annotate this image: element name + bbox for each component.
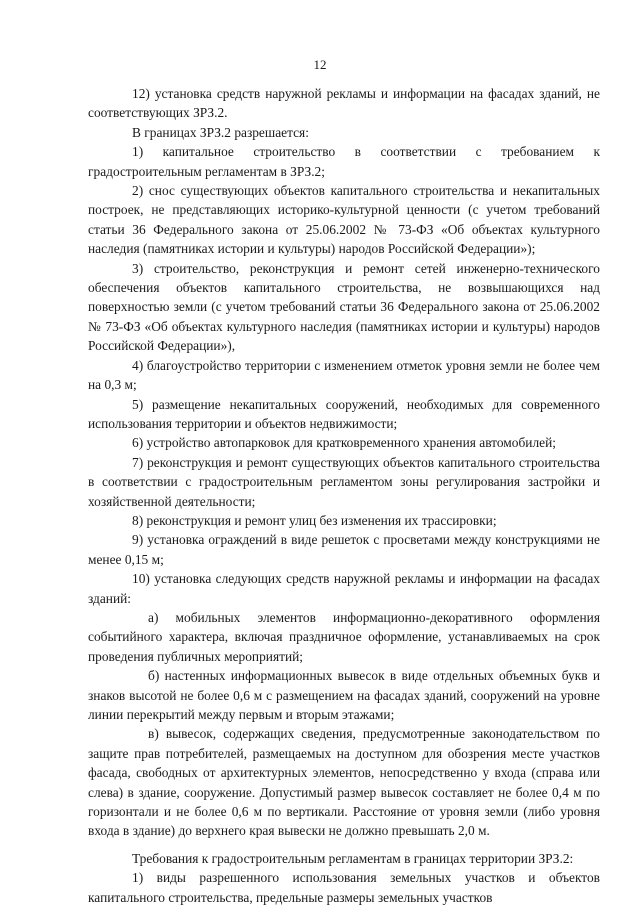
paragraph: 2) снос существующих объектов капитального строительства и некапитальных построек, не представляющих историко-культурной ценности (с учетом требований статьи 36 Федерального закона от 25.06.2002 № 73-ФЗ «Об объектах культурного наследия (памятниках истории и культуры) народов Российской Федерации»);	[88, 183, 600, 257]
document-body	[88, 84, 600, 907]
page-number: 12	[313, 57, 327, 72]
paragraph: 1) капитальное строительство в соответствии с требованием к градостроительным регламентам в ЗРЗ.2;	[88, 144, 600, 179]
paragraph: 8) реконструкция и ремонт улиц без изменения их трассировки;	[132, 512, 497, 528]
paragraph: Требования к градостроительным регламентам в границах территории ЗРЗ.2:	[132, 850, 574, 866]
paragraph: 3) строительство, реконструкция и ремонт сетей инженерно-технического обеспечения объектов капитального строительства, не возвышающихся над поверхностью земли (с учетом требований статьи 36 Федерального закона от 25.06.2002 № 73-ФЗ «Об объектах культурного наследия (памятниках истории и культуры) народов Российской Федерации»),	[88, 260, 600, 354]
paragraph: 10) установка следующих средств наружной рекламы и информации на фасадах зданий:	[88, 571, 600, 606]
paragraph: 12) установка средств наружной рекламы и информации на фасадах зданий, не соответствующих ЗРЗ.2.	[88, 86, 600, 121]
paragraph: 7) реконструкция и ремонт существующих объектов капитального строительства в соответствии с градостроительным регламентом зоны регулирования застройки и хозяйственной деятельности;	[88, 454, 600, 509]
paragraph: в) вывесок, содержащих сведения, предусмотренные законодательством по защите прав потребителей, размещаемых на доступном для обозрения месте участков фасада, свободных от архитектурных элементов, непосредственно у входа (справа или слева) в здание, сооружение. Допустимый размер вывесок составляет не более 0,4 м по горизонтали и не более 0,6 м по вертикали. Расстояние от уровня земли (либо уровня входа в здание) до верхнего края вывески не должно превышать 2,0 м.	[88, 726, 600, 839]
paragraph: В границах ЗРЗ.2 разрешается:	[132, 124, 309, 140]
paragraph: 4) благоустройство территории с изменением отметок уровня земли не более чем на 0,3 м;	[88, 357, 600, 393]
paragraph: 5) размещение некапитальных сооружений, необходимых для современного использования территории и объектов недвижимости;	[88, 396, 600, 431]
paragraph: 9) установка ограждений в виде решеток с просветами между конструкциями не менее 0,15 м;	[88, 532, 600, 567]
paragraph: 1) виды разрешенного использования земельных участков и объектов капитального строительства, предельные размеры земельных участков	[88, 870, 600, 905]
paragraph: а) мобильных элементов информационно-декоративного оформления событийного характера, включая праздничное оформление, устанавливаемых на срок проведения публичных мероприятий;	[88, 609, 600, 664]
paragraph: б) настенных информационных вывесок в виде отдельных объемных букв и знаков высотой не более 0,6 м с размещением на фасадах зданий, сооружений на уровне линии перекрытий между первым и вторым этажами;	[88, 668, 600, 722]
paragraph: 6) устройство автопарковок для кратковременного хранения автомобилей;	[132, 435, 556, 451]
